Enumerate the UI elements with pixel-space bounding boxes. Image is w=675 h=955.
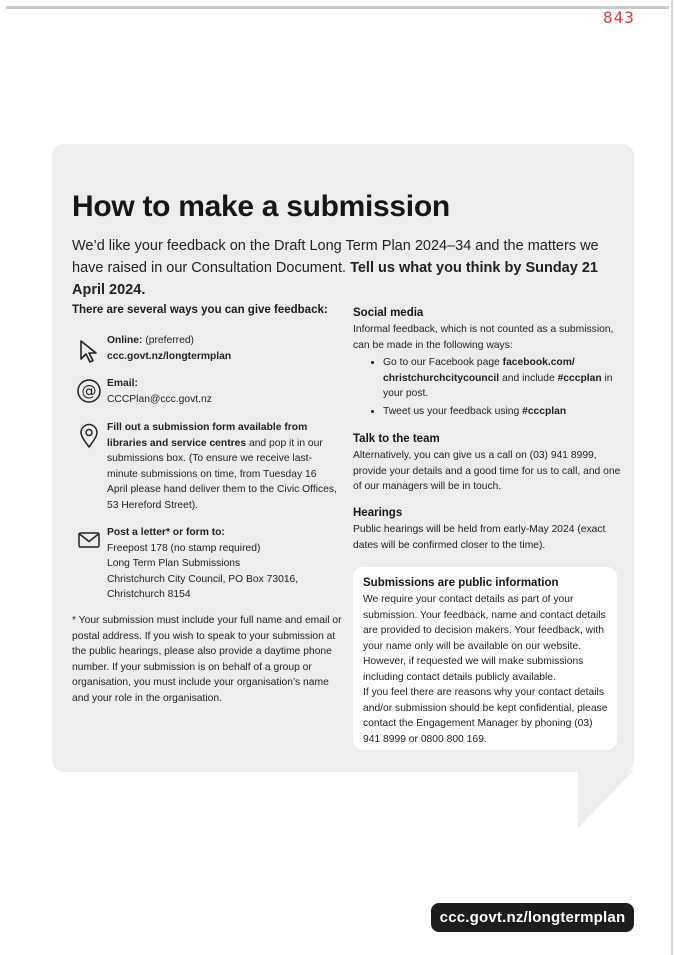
bullet-text: Tweet us your feedback using	[383, 405, 523, 417]
hearings-heading: Hearings	[353, 507, 403, 519]
speech-bubble-tail	[578, 770, 634, 828]
public-information-p1: We require your contact details as part of your submission. Your feedback, name and contact details are provided to decision makers. Your feedback, with your name only will be available on our website. However, if requested we will make submissions including contact details publicly available.	[363, 594, 606, 683]
method-email-text	[107, 376, 337, 407]
hashtag: #cccplan	[557, 372, 602, 384]
public-information-box	[353, 567, 617, 750]
page-title: How to make a submission	[72, 190, 450, 223]
submission-footnote: * Your submission must include your full name and email or postal address. If you wish to speak to your submission at the public hearings, please also provide a daytime phone number. If your submission is on behalf of a group or organisation, you must include your organisation’s name and your role in the organisation.	[72, 615, 342, 704]
top-rule	[6, 6, 669, 9]
method-online-label: Online:	[107, 335, 143, 346]
social-media-list	[353, 355, 621, 419]
method-online-text	[107, 333, 337, 364]
hashtag: #cccplan	[522, 405, 567, 417]
social-media-heading: Social media	[353, 307, 424, 319]
public-information-heading: Submissions are public information	[363, 577, 559, 589]
bullet-text: Go to our Facebook page	[383, 357, 503, 368]
bullet-text: and include	[499, 372, 558, 384]
footer-url-link[interactable]: ccc.govt.nz/longtermplan	[431, 903, 634, 932]
talk-to-team-text: Alternatively, you can give us a call on (03) 941 8999, provide your details and a good time for us to call, and one of our managers will be in touch.	[353, 450, 621, 492]
hearings-section	[353, 505, 621, 553]
method-in-person-label: Fill out a submission form available from libraries and service centres	[107, 422, 308, 449]
method-in-person-text	[107, 420, 337, 513]
method-post-label: Post a letter* or form to:	[107, 527, 225, 538]
list-item	[383, 404, 621, 420]
social-media-text: Informal feedback, which is not counted as a submission, can be made in the following ways:	[353, 324, 614, 351]
method-email-label: Email:	[107, 378, 138, 389]
intro-text: We’d like your feedback on the Draft Long Term Plan 2024–34 and the matters we have raised in our Consultation Document.	[72, 238, 599, 276]
location-pin-icon	[76, 423, 102, 449]
online-link[interactable]: ccc.govt.nz/longtermplan	[107, 350, 232, 362]
talk-to-team-heading: Talk to the team	[353, 433, 440, 445]
page-edge	[671, 0, 673, 955]
post-line: Long Term Plan Submissions	[107, 558, 241, 569]
envelope-icon	[76, 527, 102, 553]
method-in-person-detail: and pop it in our submissions box. (To ensure we receive last-minute submissions on time, from Tuesday 16 April please hand deliver them to the Civic Offices, 53 Hereford Street).	[107, 437, 337, 511]
svg-text:@: @	[81, 382, 97, 400]
talk-to-team-section	[353, 431, 621, 495]
intro-deadline: Tell us what you think by Sunday 21 April 2024.	[72, 260, 598, 298]
post-line: Christchurch 8154	[107, 589, 191, 600]
facebook-link[interactable]: facebook.com/ christchurchcitycouncil	[383, 357, 575, 384]
email-address[interactable]: CCCPlan@ccc.govt.nz	[107, 393, 212, 405]
feedback-ways-heading: There are several ways you can give feedback:	[72, 304, 328, 316]
cursor-icon	[76, 338, 102, 364]
bullet-text: in your post.	[383, 372, 613, 399]
method-post-text	[107, 525, 337, 603]
page-number: 843	[603, 8, 635, 27]
public-information-content	[363, 575, 611, 747]
hearings-text: Public hearings will be held from early-May 2024 (exact dates will be confirmed closer to the time).	[353, 524, 606, 551]
list-item	[383, 355, 621, 402]
at-sign-icon	[76, 378, 102, 404]
intro-paragraph	[72, 235, 624, 301]
public-information-p2: If you feel there are reasons why your contact details and/or submission should be kept confidential, please contact the Engagement Manager by phoning (03) 941 8999 or 0800 800 169.	[363, 687, 608, 745]
method-online-note: (preferred)	[145, 335, 194, 346]
social-media-section	[353, 305, 621, 421]
post-line: Freepost 178 (no stamp required)	[107, 542, 261, 554]
post-line: Christchurch City Council, PO Box 73016,	[107, 573, 299, 585]
